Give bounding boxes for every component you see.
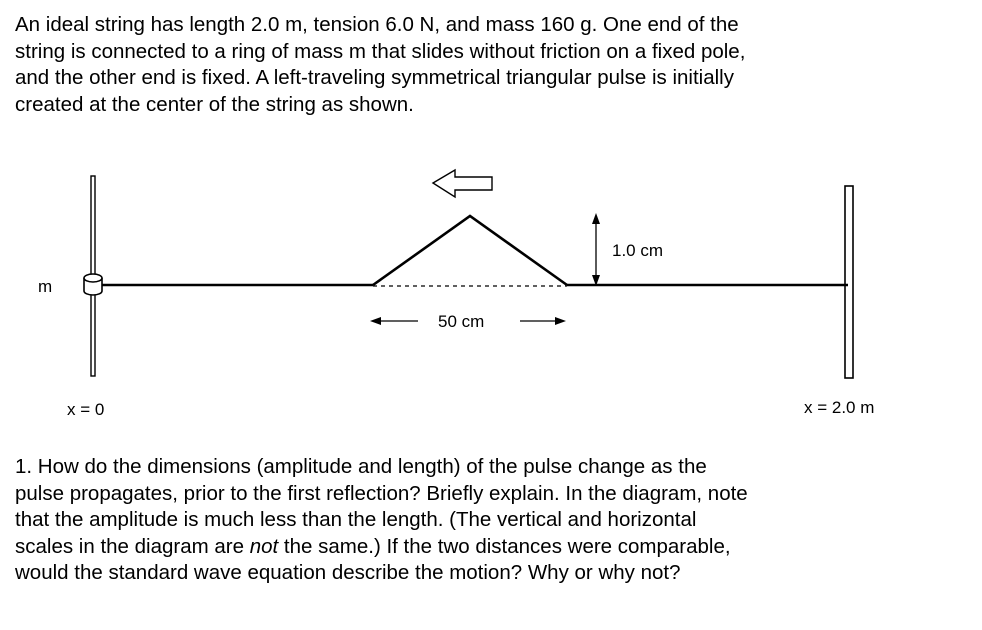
triangular-pulse	[373, 216, 567, 285]
travel-direction-arrow-icon	[433, 170, 492, 197]
width-arrow-right	[520, 317, 566, 325]
amplitude-label: 1.0 cm	[612, 241, 664, 260]
intro-line-4: created at the center of the string as shown.	[15, 92, 414, 116]
question-line-4-emphasis: not	[249, 534, 279, 558]
question-line-1: 1. How do the dimensions (amplitude and length) of the pulse change as the	[15, 455, 707, 478]
question-line-4-after: the same.) If the two distances were comparable,	[278, 534, 731, 558]
intro-line-2: string is connected to a ring of mass m that slides without friction on a fixed pole,	[15, 39, 746, 63]
width-arrow-left	[370, 317, 418, 325]
left-end-label: x = 0	[67, 400, 105, 419]
question-line-2: pulse propagates, prior to the first reflection? Briefly explain. In the diagram, note	[15, 481, 748, 505]
ring	[84, 274, 102, 295]
question-1	[15, 454, 975, 587]
right-end-label: x = 2.0 m	[804, 398, 875, 417]
pulse-width-label: 50 cm	[438, 312, 485, 331]
question-line-5: would the standard wave equation describe the motion? Why or why not?	[15, 561, 681, 584]
ring-mass-label: m	[38, 277, 53, 296]
intro-line-1: An ideal string has length 2.0 m, tension 6.0 N, and mass 160 g. One end of the	[15, 13, 739, 36]
question-line-4	[15, 534, 975, 561]
question-line-3: that the amplitude is much less than the length. (The vertical and horizontal	[15, 508, 697, 531]
question-line-4-before: scales in the diagram are	[15, 534, 250, 558]
amplitude-arrow	[592, 213, 600, 286]
intro-line-3: and the other end is fixed. A left-traveling symmetrical triangular pulse is initially	[15, 66, 734, 89]
right-wall	[845, 186, 853, 378]
